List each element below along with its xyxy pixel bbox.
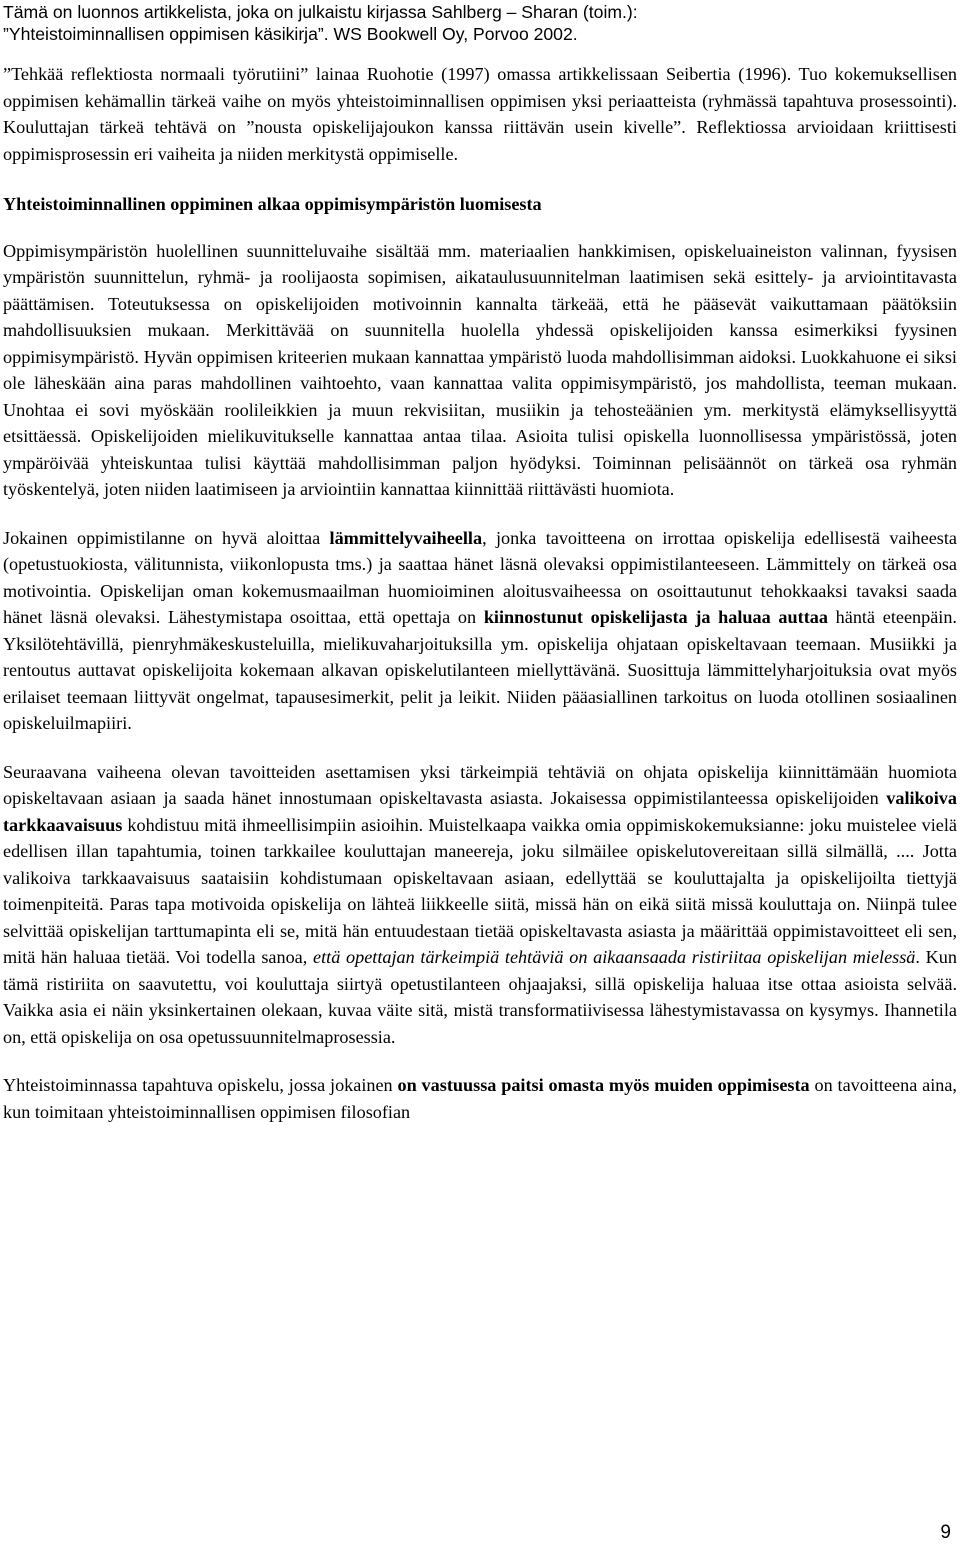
paragraph-warmup xyxy=(3,525,957,737)
text-run: kohdistuu mitä ihmeellisimpiin asioihin. Muistelkaapa vaikka omia oppimiskokemuksianne: joku muistelee vielä edellisen illan tapahtumia, toinen tarkkailee kouluttajan maneereja, joku silmäilee opiskelutovereitaan sillä silmällä, .... Jotta valikoiva tarkkaavaisuus saataisiin kohdistumaan opiskeltavaan asiaan, edellyttää se kouluttajalta ja opiskelijoilta tiettyjä toimenpiteitä. Paras tapa motivoida opiskelija on lähteä liikkeelle siitä, missä hän on eikä siitä missä kouluttaja on. Niinpä tulee selvittää opiskelijan tarttumapinta eli se, mitä hän entuudestaan tietää opiskeltavasta asiasta ja määrittää oppimistavoitteet eli sen, mitä hän haluaa tietää. Voi todella sanoa, xyxy=(3,814,957,967)
source-line-2: ”Yhteistoiminnallisen oppimisen käsikirja”. WS Bookwell Oy, Porvoo 2002. xyxy=(3,24,578,44)
bold-text-run: valikoiva tarkkaavaisuus xyxy=(3,788,957,835)
source-line-1: Tämä on luonnos artikkelista, joka on julkaistu kirjassa Sahlberg – Sharan (toim.): xyxy=(3,2,638,22)
page-number: 9 xyxy=(940,1521,951,1543)
italic-text-run: että opettajan tärkeimpiä tehtäviä on aikaansaada ristiriitaa opiskelijan mielessä xyxy=(313,947,916,967)
paragraph-goal-setting xyxy=(3,759,957,1051)
text-run: . Kun tämä ristiriita on saavutettu, voi kouluttaja siirtyä opetustilanteen ohjaajaksi, sillä opiskelija haluaa itse ottaa asioista selvää. Vaikka asia ei näin yksinkertainen olekaan, kuvaa väite sitä, mistä transformatiivisessa lähestymistavassa on kysymys. Ihannetila on, että opiskelija on osa opetussuunnitelmaprosessia. xyxy=(3,947,957,1047)
paragraph-reflection: ”Tehkää reflektiosta normaali työrutiini” lainaa Ruohotie (1997) omassa artikkelissaan Seibertia (1996). Tuo kokemuksellisen oppimisen kehämallin tärkeä vaihe on myös yhteistoiminnallisen oppimisen yksi periaatteista (ryhmässä tapahtuva prosessointi). Kouluttajan tärkeä tehtävä on ”nousta opiskelijajoukon kanssa riittävän usein kivelle”. Reflektiossa arvioidaan kriittisesti oppimisprosessin eri vaiheita ja niiden merkitystä oppimiselle. xyxy=(3,64,957,164)
document-page xyxy=(3,0,957,1550)
text-run: Seuraavana vaiheena olevan tavoitteiden asettamisen yksi tärkeimpiä tehtäviä on ohjata opiskelija kiinnittämään huomiota opiskeltavaan asiaan ja saada hänet innostumaan opiskeltavasta asiasta. Jokaisessa oppimistilanteessa opiskelijoiden xyxy=(3,761,957,808)
text-run: Jokainen oppimistilanne on hyvä aloittaa xyxy=(3,527,330,548)
text-run: , jonka tavoitteena on irrottaa opiskelija edellisestä vaiheesta (opetustuokiosta, välitunnista, viikonlopusta tms.) ja saattaa hänet läsnä olevaksi oppimistilanteeseen. Lämmittely on tärkeä osa motivointia. Opiskelijan oman kokemusmaailman huomioiminen aloitusvaiheessa on osoittautunut tehokkaaksi tavaksi saada hänet läsnä olevaksi. Lähestymistapa osoittaa, että opettaja on xyxy=(3,527,957,627)
source-note xyxy=(3,0,957,45)
paragraph-learning-environment: Oppimisympäristön huolellinen suunnitteluvaihe sisältää mm. materiaalien hankkimisen, opiskeluaineiston valinnan, fyysisen ympäristön suunnittelun, ryhmä- ja roolijaosta sopimisen, aikataulusuunnitelman laatimisen sekä esittely- ja arviointitavasta päättämisen. Toteutuksessa on opiskelijoiden motivoinnin kannalta tärkeää, että he pääsevät vaikuttamaan päätöksiin mahdollisuuksien mukaan. Merkittävää on suunnitella huolella yhdessä opiskelijoiden kanssa esimerkiksi fyysinen oppimisympäristö. Hyvän oppimisen kriteerien mukaan kannattaa ympäristö luoda mahdollisimman aidoksi. Luokkahuone ei siksi ole läheskään aina paras mahdollinen vaihtoehto, vaan kannattaa valita oppimisympäristö, jos mahdollista, teeman mukaan. Unohtaa ei sovi myöskään roolileikkien ja muun rekvisiitan, musiikin ja tehosteäänien ym. merkitystä elämyksellisyyttä etsittäessä. Opiskelijoiden mielikuvitukselle kannattaa antaa tilaa. Asioita tulisi opiskella luonnollisessa ympäristössä, joten ympäröivää yhteiskuntaa tulisi käyttää mahdollisimman paljon hyödyksi. Toiminnan pelisäännöt on tärkeä osa ryhmän työskentelyä, joten niiden laatimiseen ja arviointiin kannattaa kiinnittää riittävästi huomiota. xyxy=(3,240,957,499)
text-run: on tavoitteena aina, kun toimitaan yhteistoiminnallisen oppimisen filosofian xyxy=(3,1075,957,1122)
bold-text-run: lämmittelyvaiheella xyxy=(329,527,483,548)
paragraph-cooperation xyxy=(3,1072,957,1125)
section-heading: Yhteistoiminnallinen oppiminen alkaa oppimisympäristön luomisesta xyxy=(3,194,542,214)
bold-text-run: on vastuussa paitsi omasta myös muiden oppimisesta xyxy=(397,1075,810,1095)
text-run: häntä eteenpäin. Yksilötehtävillä, pienryhmäkeskusteluilla, mielikuvaharjoituksilla ym. opiskelija ohjataan opiskeltavaan teemaan. Musiikki ja rentoutus auttavat opiskelijoita kokemaan alkavan opiskelutilanteen miellyttävänä. Suosittuja lämmittelyharjoituksia ovat myös erilaiset teemaan liittyvät ongelmat, tapausesimerkit, pelit ja leikit. Niiden pääasiallinen tarkoitus on luoda otollinen sosiaalinen opiskeluilmapiiri. xyxy=(3,607,957,733)
text-run: Yhteistoiminnassa tapahtuva opiskelu, jossa jokainen xyxy=(3,1075,398,1095)
bold-text-run: kiinnostunut opiskelijasta ja haluaa auttaa xyxy=(483,607,828,627)
